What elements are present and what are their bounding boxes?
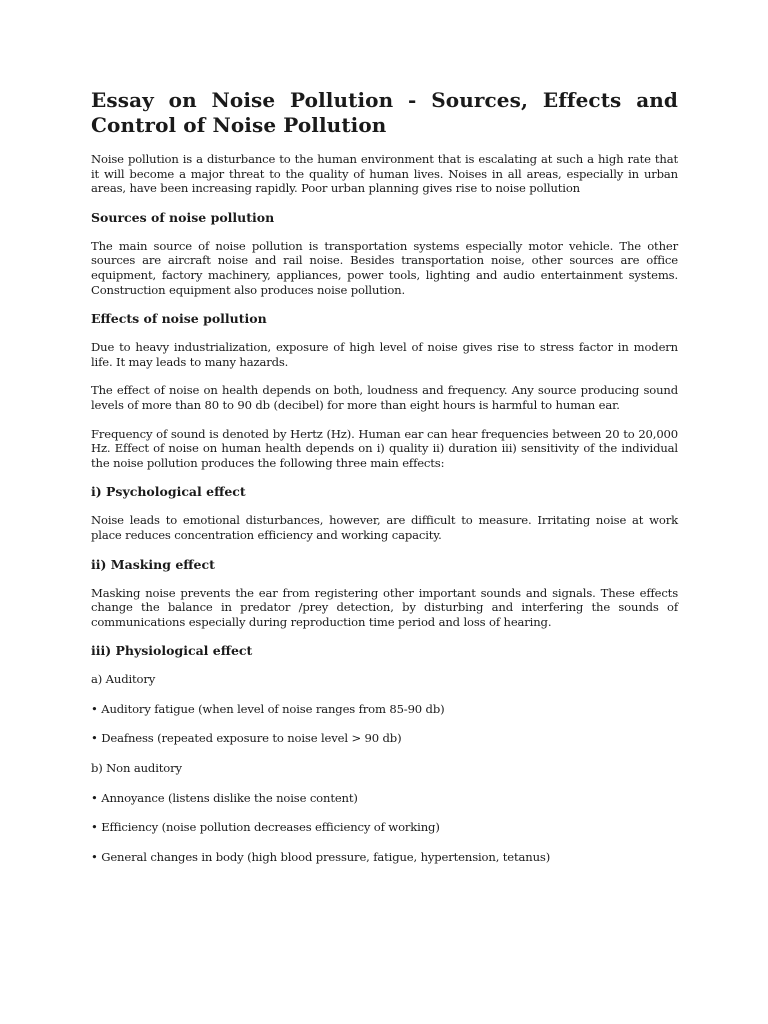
- list-item: • General changes in body (high blood pressure, fatigue, hypertension, tetanus): [91, 849, 551, 864]
- psychological-paragraph: Noise leads to emotional disturbances, however, are difficult to measure. Irritating noise at work place reduces concentration efficiency and working capacity.: [91, 513, 678, 542]
- masking-heading: ii) Masking effect: [91, 556, 215, 572]
- effects-heading: Effects of noise pollution: [91, 311, 267, 327]
- list-item: a) Auditory: [91, 672, 156, 687]
- effects-paragraph: Due to heavy industrialization, exposure of high level of noise gives rise to stress factor in modern life. It may leads to many hazards.: [91, 340, 678, 369]
- list-item: • Efficiency (noise pollution decreases efficiency of working): [91, 820, 440, 835]
- list-item: • Deafness (repeated exposure to noise level > 90 db): [91, 731, 402, 746]
- sources-heading: Sources of noise pollution: [91, 209, 275, 225]
- list-item: b) Non auditory: [91, 761, 182, 776]
- masking-paragraph: Masking noise prevents the ear from registering other important sounds and signals. These effects change the balance in predator /prey detection, by disturbing and interfering the sounds of communications especially during reproduction time period and loss of hearing.: [91, 585, 678, 629]
- list-item: • Auditory fatigue (when level of noise ranges from 85-90 db): [91, 701, 445, 716]
- physiological-heading: iii) Physiological effect: [91, 643, 253, 659]
- document-page: [91, 88, 678, 879]
- list-item: • Annoyance (listens dislike the noise content): [91, 790, 358, 805]
- document-title: Essay on Noise Pollution - Sources, Effects and Control of Noise Pollution: [91, 88, 678, 137]
- sources-paragraph: The main source of noise pollution is transportation systems especially motor vehicle. The other sources are aircraft noise and rail noise. Besides transportation noise, other sources are office equipment, factory machinery, appliances, power tools, lighting and audio entertainment systems. Construction equipment also produces noise pollution.: [91, 238, 678, 297]
- effects-paragraph: The effect of noise on health depends on both, loudness and frequency. Any source producing sound levels of more than 80 to 90 db (decibel) for more than eight hours is harmful to human ear.: [91, 383, 678, 412]
- psychological-heading: i) Psychological effect: [91, 484, 246, 500]
- effects-paragraph: Frequency of sound is denoted by Hertz (Hz). Human ear can hear frequencies between 20 to 20,000 Hz. Effect of noise on human health depends on i) quality ii) duration iii) sensitivity of the individual the noise pollution produces the following three main effects:: [91, 426, 678, 470]
- intro-paragraph: Noise pollution is a disturbance to the human environment that is escalating at such a high rate that it will become a major threat to the quality of human lives. Noises in all areas, especially in urban areas, have been increasing rapidly. Poor urban planning gives rise to noise pollution: [91, 152, 678, 196]
